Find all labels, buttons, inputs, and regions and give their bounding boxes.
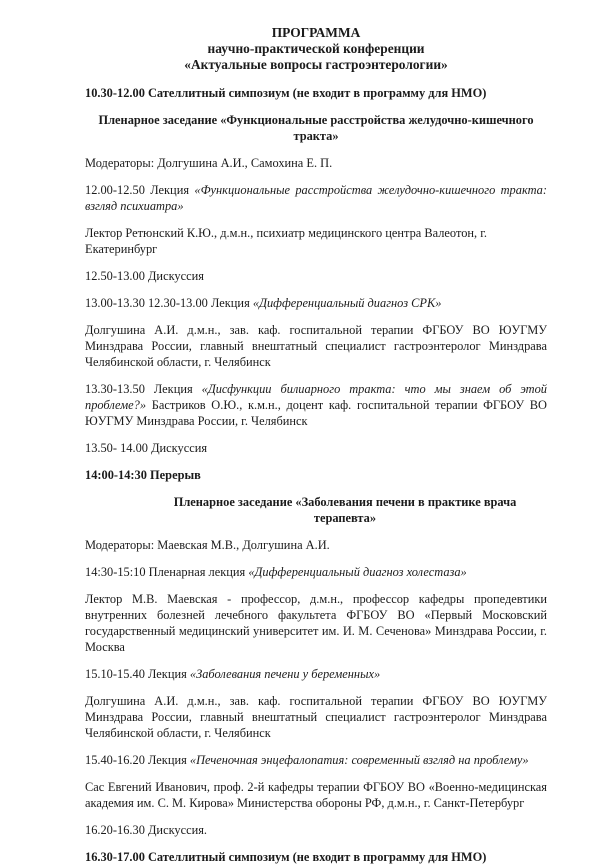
satellite-symposium-morning-text: 10.30-12.00 Сателлитный симпозиум (не входит в программу для НМО) [85, 86, 487, 100]
discussion-1-text: 12.50-13.00 Дискуссия [85, 269, 204, 283]
program-title: ПРОГРАММА [271, 25, 361, 40]
session1-moderators [85, 155, 547, 171]
lecture-srk-speaker-text: Долгушина А.И. д.м.н., зав. каф. госпитальной терапии ФГБОУ ВО ЮУГМУ Минздрава России, главный внештатный специалист гастроэнтеролог Минздрава Челябинской области, г. Челябинск [85, 323, 547, 369]
break-row [85, 467, 547, 483]
lecture-psychiatry-speaker [85, 225, 547, 257]
lecture-pregnancy-speaker [85, 693, 547, 741]
conference-type: научно-практической конференции [207, 41, 425, 56]
satellite-symposium-morning [85, 85, 547, 101]
lecture-encephalopathy-topic: «Печеночная энцефалопатия: современный взгляд на проблему» [189, 753, 529, 767]
lecture-srk-speaker [85, 322, 547, 370]
break-row-text: 14:00-14:30 Перерыв [85, 468, 201, 482]
session1-moderators-text: Модераторы: Долгушина А.И., Самохина Е. П. [85, 156, 333, 170]
lecture-cholestasis [85, 564, 547, 580]
document-title-block [85, 25, 547, 73]
lecture-psychiatry [85, 182, 547, 214]
session1-heading-line2: тракта» [293, 129, 339, 143]
session1-heading [85, 112, 547, 144]
discussion-1 [85, 268, 547, 284]
lecture-pregnancy [85, 666, 547, 682]
lecture-pregnancy-speaker-text: Долгушина А.И. д.м.н., зав. каф. госпитальной терапии ФГБОУ ВО ЮУГМУ Минздрава России, главный внештатный специалист гастроэнтеролог Минздрава Челябинской области, г. Челябинск [85, 694, 547, 740]
discussion-2-text: 13.50- 14.00 Дискуссия [85, 441, 208, 455]
lecture-pregnancy-time: 15.10-15.40 Лекция [85, 667, 190, 681]
lecture-encephalopathy-speaker [85, 779, 547, 811]
lecture-encephalopathy-speaker-text: Сас Евгений Иванович, проф. 2-й кафедры терапии ФГБОУ ВО «Военно-медицинская академия им. С. М. Кирова» Министерства обороны РФ, д.м.н., г. Санкт-Петербург [85, 780, 547, 810]
lecture-psychiatry-time: 12.00-12.50 Лекция [85, 183, 195, 197]
lecture-encephalopathy-time: 15.40-16.20 Лекция [85, 753, 190, 767]
lecture-psychiatry-speaker-text: Лектор Ретюнский К.Ю., д.м.н., психиатр медицинского центра Валеотон, г. Екатеринбург [85, 226, 488, 256]
satellite-symposium-evening-text: 16.30-17.00 Сателлитный симпозиум (не входит в программу для НМО) [85, 850, 487, 864]
lecture-cholestasis-speaker-text: Лектор М.В. Маевская - профессор, д.м.н., профессор кафедры пропедевтики внутренних болезней лечебного факультета ФГБОУ ВО «Первый Московский государственный медицинский университет им. И. М. Сеченова» Минздрава России, г. Москва [85, 592, 547, 654]
session2-moderators [85, 537, 547, 553]
lecture-cholestasis-topic: «Дифференциальный диагноз холестаза» [248, 565, 467, 579]
lecture-biliary-topic: «Дисфункции билиарного тракта: что мы знаем об этой проблеме?» [85, 382, 547, 412]
session1-heading-line1: Пленарное заседание «Функциональные расстройства желудочно-кишечного [98, 113, 534, 127]
session2-moderators-text: Модераторы: Маевская М.В., Долгушина А.И. [85, 538, 330, 552]
lecture-biliary [85, 381, 547, 429]
lecture-pregnancy-topic: «Заболевания печени у беременных» [189, 667, 381, 681]
lecture-cholestasis-speaker [85, 591, 547, 655]
lecture-encephalopathy [85, 752, 547, 768]
satellite-symposium-evening [85, 849, 547, 865]
lecture-psychiatry-topic: «Функциональные расстройства желудочно-кишечного тракта: взгляд психиатра» [85, 183, 547, 213]
conference-name: «Актуальные вопросы гастроэнтерологии» [184, 57, 448, 72]
discussion-3-text: 16.20-16.30 Дискуссия. [85, 823, 208, 837]
lecture-biliary-speaker: Бастриков О.Ю., к.м.н., доцент каф. госпитальной терапии ФГБОУ ВО ЮУГМУ Минздрава России, г. Челябинск [85, 398, 547, 428]
discussion-3 [85, 822, 547, 838]
session2-heading-text: Пленарное заседание «Заболевания печени в практике врача терапевта» [173, 495, 517, 525]
session2-heading [143, 494, 547, 526]
lecture-srk [85, 295, 547, 311]
lecture-biliary-time: 13.30-13.50 Лекция [85, 382, 202, 396]
lecture-srk-time: 13.00-13.30 12.30-13.00 Лекция [85, 296, 253, 310]
discussion-2 [85, 440, 547, 456]
lecture-cholestasis-time: 14:30-15:10 Пленарная лекция [85, 565, 249, 579]
lecture-srk-topic: «Дифференциальный диагноз СРК» [252, 296, 442, 310]
